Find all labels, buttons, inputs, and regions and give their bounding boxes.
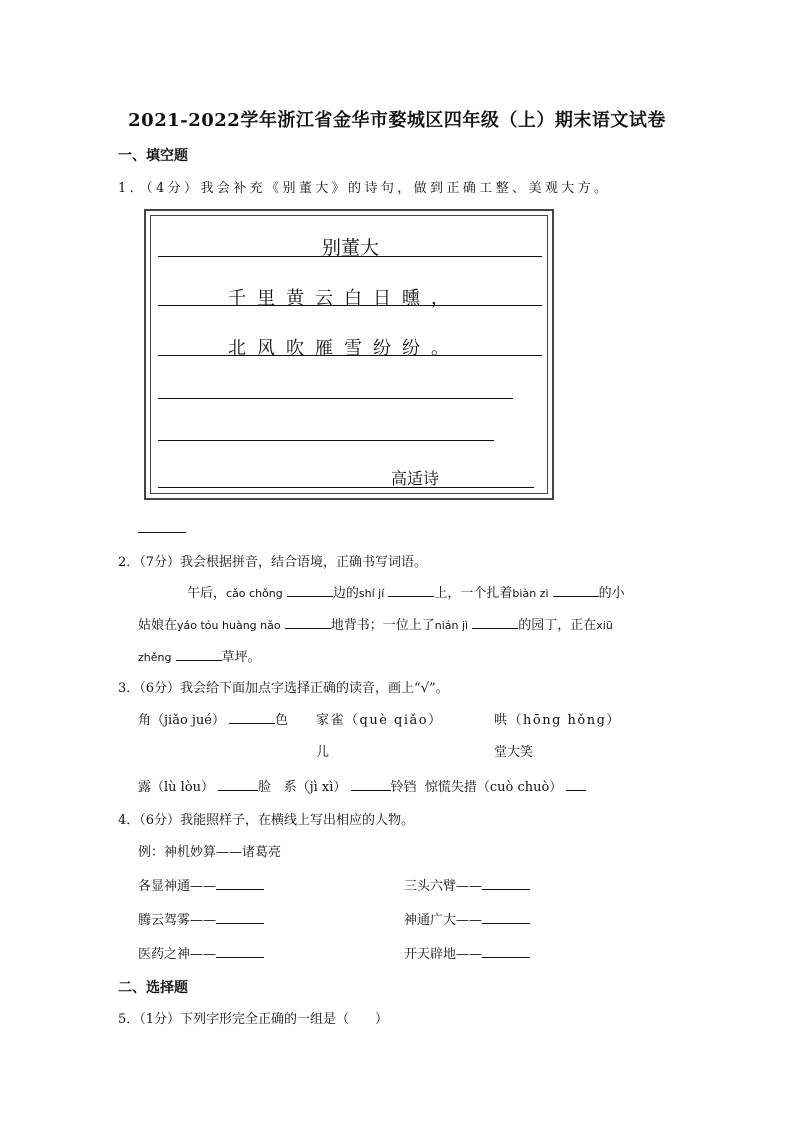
q3-item-que: 家雀（què qiǎo）	[316, 713, 443, 728]
q4-item	[404, 943, 530, 962]
text: 系（jì xì）	[283, 780, 347, 795]
poem-author: 高适诗	[391, 469, 440, 488]
pinyin: shí jí	[358, 587, 385, 600]
pinyin: nián jì	[434, 619, 469, 632]
answer-blank	[216, 911, 264, 924]
pinyin: cǎo chǒng	[226, 587, 283, 600]
text: 角（jiǎo jué）	[138, 713, 225, 728]
page-title: 2021-2022学年浙江省金华市婺城区四年级（上）期末语文试卷	[128, 110, 666, 131]
question-1-prompt: 1．（4分）我会补充《别董大》的诗句，做到正确工整、美观大方。	[118, 181, 611, 196]
poem-line-1: 千里黄云白日曛，	[228, 288, 460, 309]
answer-blank	[482, 877, 530, 890]
poem-blank-line-3	[158, 398, 513, 399]
answer-blank	[218, 778, 258, 791]
answer-blank	[229, 711, 275, 724]
q3-item-que-suffix: 儿	[316, 745, 330, 760]
answer-blank	[553, 584, 599, 597]
poem-line-2: 北风吹雁雪纷纷。	[228, 338, 460, 359]
answer-blank	[138, 532, 186, 533]
q4-item	[404, 909, 530, 928]
poem-rule	[158, 305, 542, 306]
answer-blank	[388, 584, 434, 597]
answer-blank	[216, 945, 264, 958]
text: 铃铛	[390, 780, 417, 795]
pinyin: zhěng	[138, 651, 172, 664]
text: 地背书；一位上了	[330, 618, 435, 633]
question-2-prompt: 2．（7分）我会根据拼音，结合语境，正确书写词语。	[118, 555, 428, 570]
text: 姑娘在	[138, 618, 178, 633]
poem-blank-line-4	[158, 440, 494, 441]
poem-title: 别董大	[322, 237, 380, 259]
text: 脸	[258, 780, 272, 795]
answer-blank	[351, 778, 391, 791]
text: 午后，	[187, 586, 227, 601]
text: 的小	[598, 586, 625, 601]
text: 草坪。	[221, 650, 261, 665]
question-4-prompt: 4．（6分）我能照样子，在横线上写出相应的人物。	[118, 813, 415, 828]
text: 三头六臂——	[404, 879, 483, 894]
poem-rule	[158, 256, 542, 257]
q3-item-hong: 哄（hōng hǒng）	[494, 713, 621, 728]
poem-rule	[158, 355, 542, 356]
question-3-prompt: 3．（6分）我会给下面加点字选择正确的读音，画上“√”。	[118, 681, 449, 696]
answer-blank	[482, 911, 530, 924]
text: 边的	[332, 586, 359, 601]
answer-blank	[287, 584, 333, 597]
text: 各显神通——	[138, 879, 217, 894]
q3-item-jue	[138, 709, 288, 728]
poem-rule	[158, 487, 534, 488]
q4-item	[138, 875, 264, 894]
q4-item	[138, 943, 264, 962]
answer-blank	[482, 945, 530, 958]
question-2-line-2	[138, 614, 613, 633]
text: 色	[275, 713, 289, 728]
pinyin: biàn zi	[512, 587, 549, 600]
question-5-prompt: 5．（1分）下列字形完全正确的一组是（ ）	[118, 1012, 389, 1027]
q4-item	[138, 909, 264, 928]
text: 露（lù lòu）	[138, 780, 215, 795]
question-2-line-1	[187, 582, 625, 601]
text: 医药之神——	[138, 947, 217, 962]
pinyin: xiū	[596, 619, 613, 632]
pinyin: yáo tóu huàng nǎo	[177, 619, 281, 632]
answer-blank	[566, 778, 586, 791]
answer-blank	[472, 616, 518, 629]
answer-blank	[216, 877, 264, 890]
q3-item-hong-suffix: 堂大笑	[494, 745, 534, 760]
text: 上，一个扎着	[434, 586, 513, 601]
section-multiple-choice: 二、选择题	[118, 980, 188, 996]
text: 惊慌失措（cuò chuò）	[424, 780, 563, 795]
text: 的园丁，正在	[518, 618, 597, 633]
answer-blank	[285, 616, 331, 629]
q3-row-2	[138, 776, 586, 795]
section-fill-in-blank: 一、填空题	[118, 148, 188, 164]
text: 开天辟地——	[404, 947, 483, 962]
question-2-line-3	[138, 646, 261, 665]
text: 腾云驾雾——	[138, 913, 217, 928]
question-4-example: 例：神机妙算——诸葛亮	[138, 845, 282, 860]
q4-item	[404, 875, 530, 894]
answer-blank	[176, 648, 222, 661]
text: 神通广大——	[404, 913, 483, 928]
